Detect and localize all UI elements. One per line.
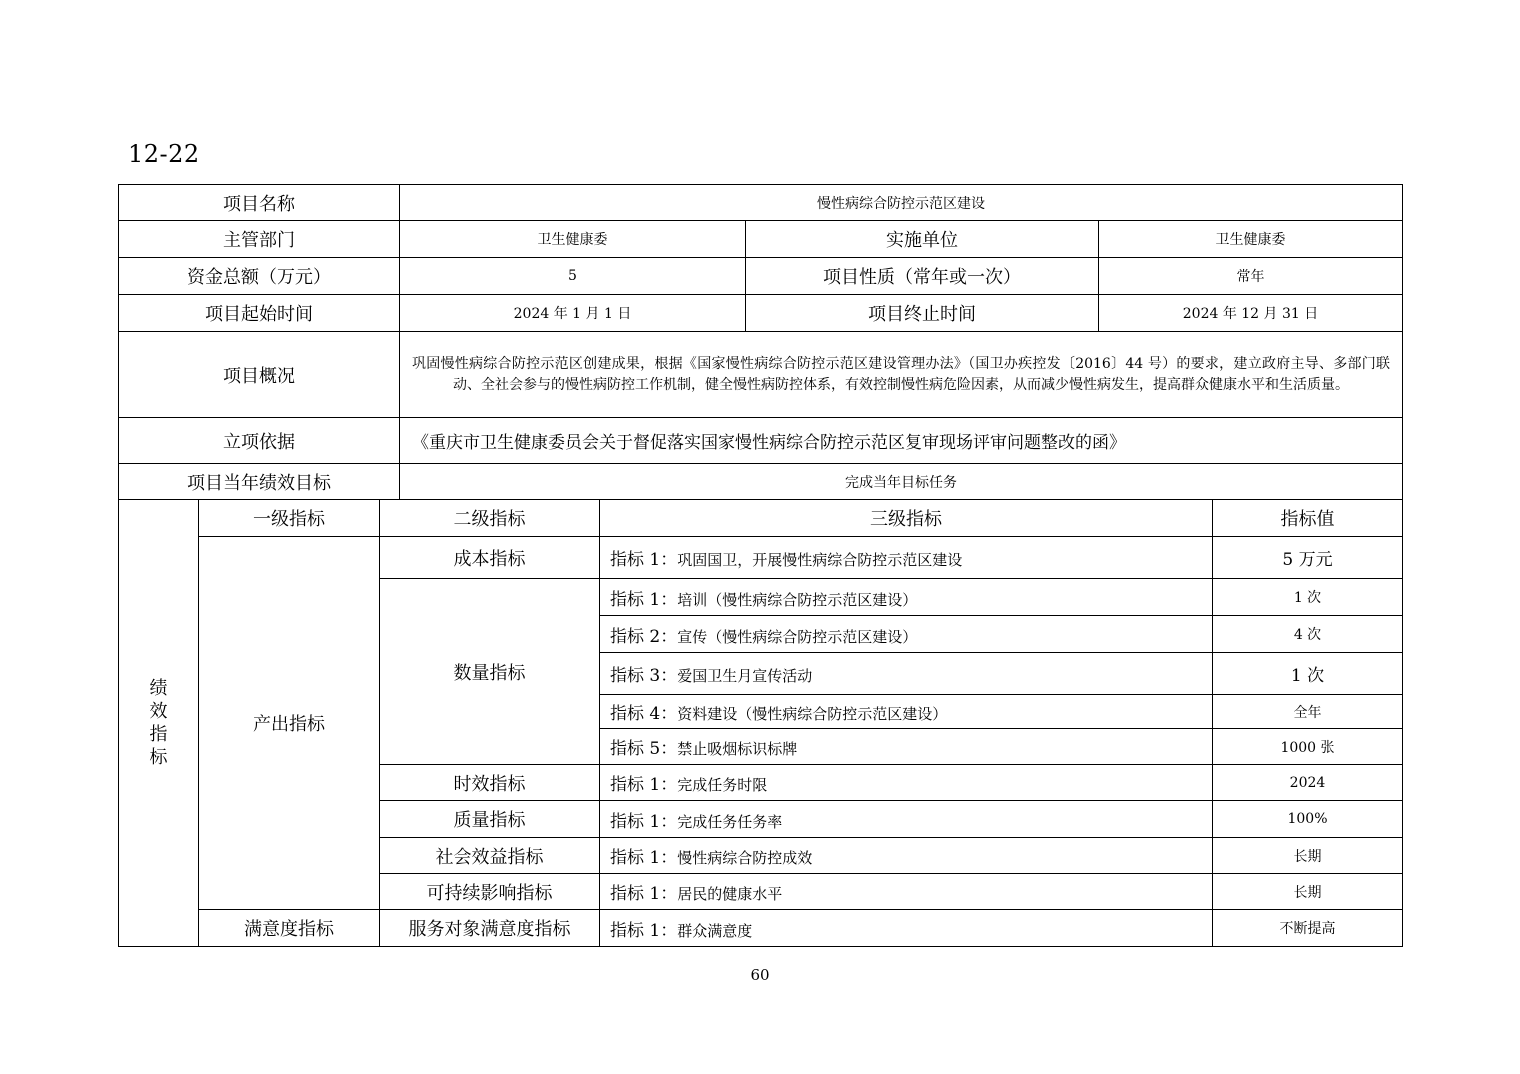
performance-side-label: 绩 效 指 标 [119, 500, 199, 947]
start-label: 项目起始时间 [119, 295, 400, 332]
indicator-row: 指标 1：培训（慢性病综合防控示范区建设） [600, 579, 1213, 616]
dept-value: 卫生健康委 [400, 221, 746, 258]
overview-value: 巩固慢性病综合防控示范区创建成果，根据《国家慢性病综合防控示范区建设管理办法》（国卫办疾控发〔2016〕44 号）的要求，建立政府主导、多部门联动、全社会参与的慢性病防控工作机制，健全慢性病防控体系，有效控制慢性病危险因素，从而减少慢性病发生，提高群众健康水平和生活质量。 [400, 332, 1403, 418]
indicator-value: 1000 张 [1213, 729, 1403, 765]
indicator-row: 指标 3：爱国卫生月宣传活动 [600, 653, 1213, 695]
col-value: 指标值 [1213, 500, 1403, 537]
impl-value: 卫生健康委 [1099, 221, 1403, 258]
indicator-value: 长期 [1213, 874, 1403, 910]
basis-label: 立项依据 [119, 418, 400, 464]
start-value: 2024 年 1 月 1 日 [400, 295, 746, 332]
goal-label: 项目当年绩效目标 [119, 464, 400, 500]
dept-label: 主管部门 [119, 221, 400, 258]
satisfaction-indicator-label: 满意度指标 [199, 910, 380, 947]
col-level2: 二级指标 [380, 500, 600, 537]
sustainability-indicator-label: 可持续影响指标 [380, 874, 600, 910]
indicator-row: 指标 1：完成任务时限 [600, 765, 1213, 801]
impl-label: 实施单位 [746, 221, 1099, 258]
indicator-value: 1 次 [1213, 579, 1403, 616]
social-benefit-indicator-label: 社会效益指标 [380, 838, 600, 874]
output-indicator-label: 产出指标 [199, 537, 380, 910]
cost-indicator-label: 成本指标 [380, 537, 600, 579]
indicator-row: 指标 1：群众满意度 [600, 910, 1213, 947]
goal-value: 完成当年目标任务 [400, 464, 1403, 500]
page-number: 60 [750, 966, 770, 984]
indicator-value: 4 次 [1213, 616, 1403, 653]
end-label: 项目终止时间 [746, 295, 1099, 332]
project-name-label: 项目名称 [119, 185, 400, 221]
col-level1: 一级指标 [199, 500, 380, 537]
performance-indicator-table [118, 499, 1403, 947]
indicator-value: 100% [1213, 801, 1403, 838]
indicator-row: 指标 1：居民的健康水平 [600, 874, 1213, 910]
indicator-row: 指标 1：完成任务任务率 [600, 801, 1213, 838]
end-value: 2024 年 12 月 31 日 [1099, 295, 1403, 332]
funds-value: 5 [400, 258, 746, 295]
service-satisfaction-label: 服务对象满意度指标 [380, 910, 600, 947]
indicator-row: 指标 5：禁止吸烟标识标牌 [600, 729, 1213, 765]
col-level3: 三级指标 [600, 500, 1213, 537]
overview-label: 项目概况 [119, 332, 400, 418]
project-name-value: 慢性病综合防控示范区建设 [400, 185, 1403, 221]
indicator-value: 全年 [1213, 695, 1403, 729]
quantity-indicator-label: 数量指标 [380, 579, 600, 765]
indicator-value: 5 万元 [1213, 537, 1403, 579]
timeliness-indicator-label: 时效指标 [380, 765, 600, 801]
basis-value: 《重庆市卫生健康委员会关于督促落实国家慢性病综合防控示范区复审现场评审问题整改的函》 [400, 418, 1403, 464]
indicator-value: 长期 [1213, 838, 1403, 874]
funds-label: 资金总额（万元） [119, 258, 400, 295]
indicator-row: 指标 1：巩固国卫，开展慢性病综合防控示范区建设 [600, 537, 1213, 579]
nature-value: 常年 [1099, 258, 1403, 295]
indicator-row: 指标 2：宣传（慢性病综合防控示范区建设） [600, 616, 1213, 653]
project-info-table [118, 184, 1403, 500]
indicator-value: 1 次 [1213, 653, 1403, 695]
document-id: 12-22 [128, 140, 200, 168]
indicator-row: 指标 4：资料建设（慢性病综合防控示范区建设） [600, 695, 1213, 729]
indicator-row: 指标 1：慢性病综合防控成效 [600, 838, 1213, 874]
nature-label: 项目性质（常年或一次） [746, 258, 1099, 295]
indicator-value: 2024 [1213, 765, 1403, 801]
indicator-value: 不断提高 [1213, 910, 1403, 947]
quality-indicator-label: 质量指标 [380, 801, 600, 838]
